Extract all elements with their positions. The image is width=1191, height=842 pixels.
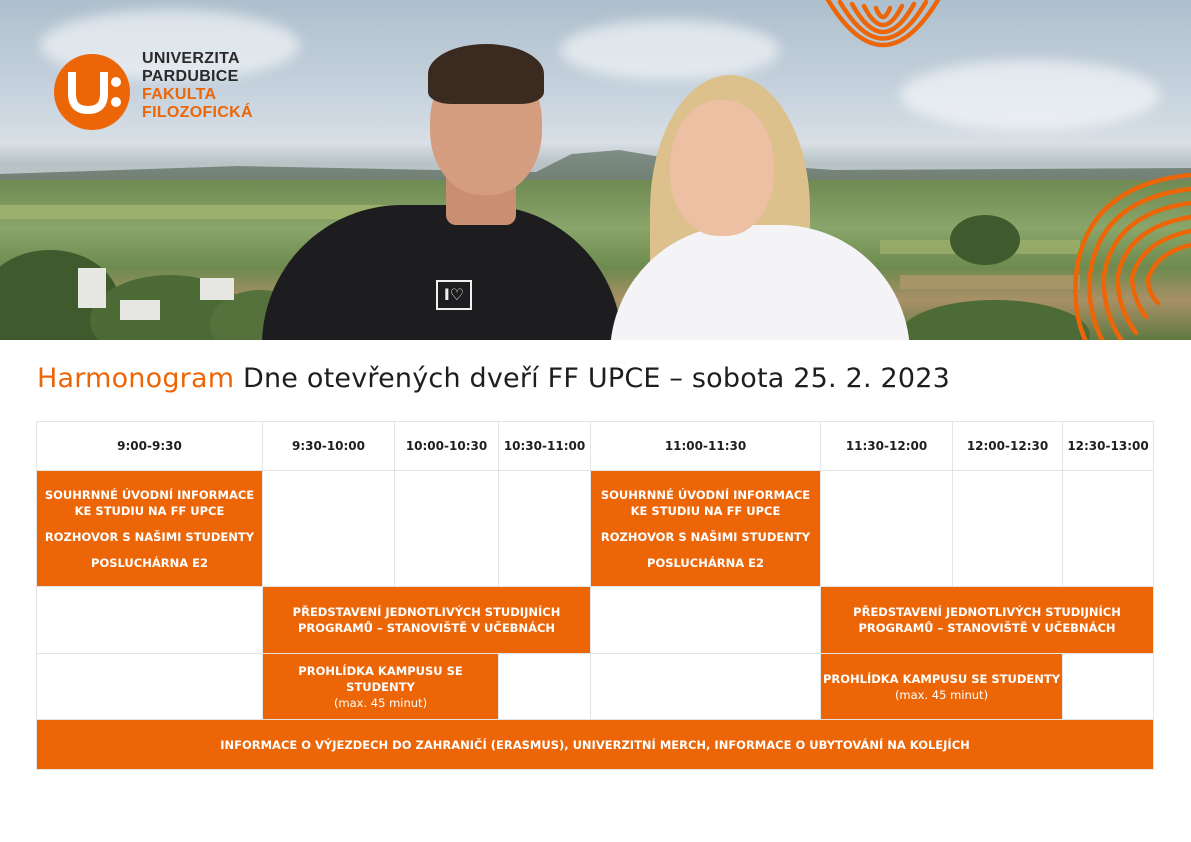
- intro-session-block: SOUHRNNÉ ÚVODNÍ INFORMACE KE STUDIU NA FF UPCE ROZHOVOR S NAŠIMI STUDENTY POSLUCHÁRNA E2: [591, 471, 821, 587]
- table-row: [37, 654, 1154, 720]
- campus-tour-block: PROHLÍDKA KAMPUSU SE STUDENTY (max. 45 minut): [821, 654, 1063, 720]
- time-slot-header: 11:00-11:30: [591, 422, 821, 471]
- empty-cell: [263, 471, 395, 587]
- logo-line-fakulta: FAKULTA: [142, 86, 217, 103]
- empty-cell: [395, 471, 499, 587]
- page-title: [37, 363, 950, 394]
- time-slot-header: 12:00-12:30: [953, 422, 1063, 471]
- programs-block: PŘEDSTAVENÍ JEDNOTLIVÝCH STUDIJNÍCH PROGRAMŮ – STANOVIŠTĚ V UČEBNÁCH: [263, 587, 591, 654]
- table-row: [37, 471, 1154, 587]
- empty-cell: [591, 654, 821, 720]
- empty-cell: [821, 471, 953, 587]
- page-title-rest: Dne otevřených dveří FF UPCE – sobota 25. 2. 2023: [234, 363, 951, 394]
- time-slot-header: 11:30-12:00: [821, 422, 953, 471]
- tshirt-print: I♡: [436, 280, 472, 310]
- fingerprint-icon: [818, 0, 948, 80]
- empty-cell: [499, 471, 591, 587]
- time-slot-header: 10:30-11:00: [499, 422, 591, 471]
- time-slot-header: 9:00-9:30: [37, 422, 263, 471]
- table-header-row: [37, 422, 1154, 471]
- empty-cell: [953, 471, 1063, 587]
- empty-cell: [37, 654, 263, 720]
- logo-line-univerzita: UNIVERZITA: [142, 50, 240, 67]
- info-footer-block: INFORMACE O VÝJEZDECH DO ZAHRANIČÍ (ERASMUS), UNIVERZITNÍ MERCH, INFORMACE O UBYTOVÁNÍ NA KOLEJÍCH: [37, 720, 1154, 770]
- table-row: [37, 587, 1154, 654]
- page-title-accent: Harmonogram: [37, 363, 235, 394]
- table-row: [37, 720, 1154, 770]
- empty-cell: [499, 654, 591, 720]
- logo-text: [142, 50, 253, 122]
- empty-cell: [591, 587, 821, 654]
- empty-cell: [1063, 471, 1154, 587]
- intro-session-block: SOUHRNNÉ ÚVODNÍ INFORMACE KE STUDIU NA FF UPCE ROZHOVOR S NAŠIMI STUDENTY POSLUCHÁRNA E2: [37, 471, 263, 587]
- university-logo-icon: [54, 54, 130, 130]
- fingerprint-icon: [1066, 165, 1191, 340]
- schedule-table: [36, 421, 1154, 770]
- programs-block: PŘEDSTAVENÍ JEDNOTLIVÝCH STUDIJNÍCH PROGRAMŮ – STANOVIŠTĚ V UČEBNÁCH: [821, 587, 1154, 654]
- campus-tour-block: PROHLÍDKA KAMPUSU SE STUDENTY (max. 45 minut): [263, 654, 499, 720]
- empty-cell: [1063, 654, 1154, 720]
- logo-line-pardubice: PARDUBICE: [142, 68, 239, 85]
- time-slot-header: 9:30-10:00: [263, 422, 395, 471]
- time-slot-header: 12:30-13:00: [1063, 422, 1154, 471]
- time-slot-header: 10:00-10:30: [395, 422, 499, 471]
- empty-cell: [37, 587, 263, 654]
- logo-line-filozoficka: FILOZOFICKÁ: [142, 104, 253, 121]
